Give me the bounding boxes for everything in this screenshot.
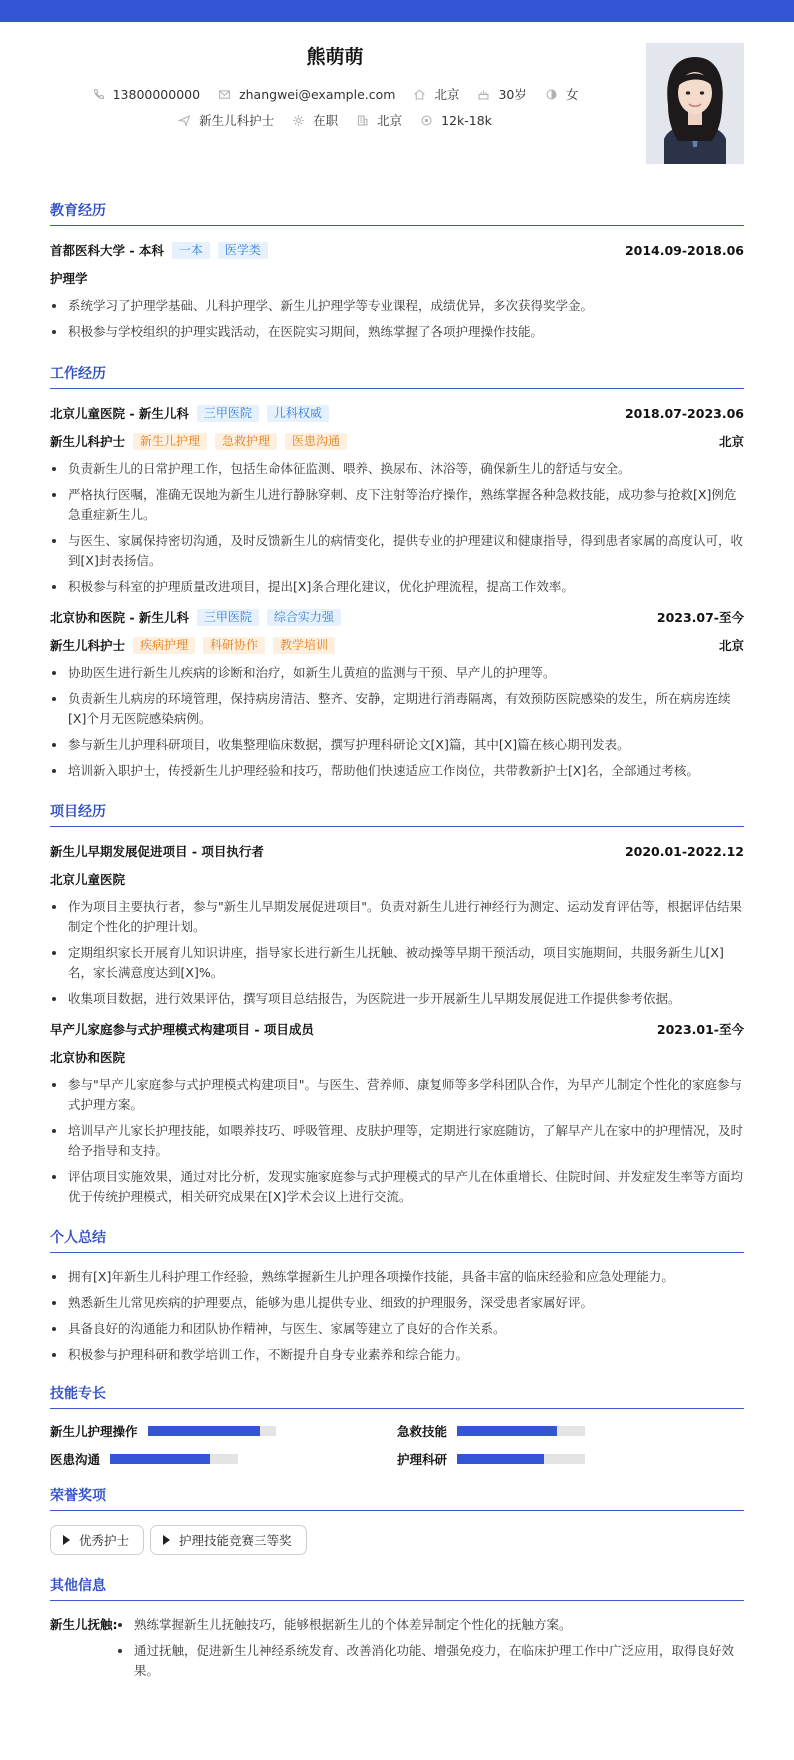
other-bullets xyxy=(116,1615,744,1687)
other-section xyxy=(50,1575,744,1687)
org-tag: 三甲医院 xyxy=(197,609,259,626)
contact-row xyxy=(50,85,620,103)
job-city: 北京 xyxy=(718,434,744,449)
skill-item xyxy=(397,1451,744,1467)
resume-header xyxy=(50,22,744,182)
skill-name: 新生儿护理操作 xyxy=(50,1424,138,1439)
list-item: 积极参与护理科研和教学培训工作，不断提升自身专业素养和综合能力。 xyxy=(50,1345,744,1365)
award-label: 优秀护士 xyxy=(79,1533,130,1548)
school-tag: 医学类 xyxy=(218,242,268,259)
skill-bar-fill xyxy=(148,1426,261,1436)
job-head xyxy=(50,403,744,423)
education-entry-head xyxy=(50,240,744,260)
job-title-text: 新生儿科护士 xyxy=(199,113,275,128)
list-item: 协助医生进行新生儿疾病的诊断和治疗，如新生儿黄疸的监测与干预、早产儿的护理等。 xyxy=(50,663,744,683)
email-text: zhangwei@example.com xyxy=(239,86,396,102)
target-city-item xyxy=(356,111,402,129)
skill-bar xyxy=(110,1454,238,1464)
list-item: 系统学习了护理学基础、儿科护理学、新生儿护理学等专业课程，成绩优异，多次获得奖学金。 xyxy=(50,296,744,316)
project-org: 北京协和医院 xyxy=(50,1050,126,1065)
skills-section xyxy=(50,1383,744,1467)
section-title: 教育经历 xyxy=(50,200,744,226)
award-label: 护理技能竞赛三等奖 xyxy=(179,1533,292,1548)
job-bullets xyxy=(50,663,744,781)
skill-bar-fill xyxy=(457,1426,557,1436)
skill-bar xyxy=(148,1426,276,1436)
phone-text: 13800000000 xyxy=(112,86,201,102)
list-item: 参与新生儿护理科研项目，收集整理临床数据，撰写护理科研论文[X]篇，其中[X]篇在核心期刊发表。 xyxy=(50,735,744,755)
org-line xyxy=(50,404,329,422)
job-date: 2023.07-至今 xyxy=(656,610,744,625)
role-left xyxy=(50,432,347,450)
age-text: 30岁 xyxy=(498,87,527,102)
skill-item xyxy=(50,1423,397,1439)
list-item: 负责新生儿病房的环境管理，保持病房清洁、整齐、安静，定期进行消毒隔离，有效预防医院感染的发生，所在病房连续[X]个月无医院感染病例。 xyxy=(50,689,744,729)
skill-bar xyxy=(457,1426,585,1436)
skill-item xyxy=(50,1451,397,1467)
job-entry xyxy=(50,403,744,597)
status-item xyxy=(292,111,338,129)
list-item: 具备良好的沟通能力和团队协作精神，与医生、家属等建立了良好的合作关系。 xyxy=(50,1319,744,1339)
role-tag: 科研协作 xyxy=(203,637,265,654)
award-chip xyxy=(150,1525,307,1555)
top-accent-bar xyxy=(0,0,794,22)
project-head xyxy=(50,1019,744,1039)
section-title: 项目经历 xyxy=(50,801,744,827)
list-item: 通过抚触，促进新生儿神经系统发育、改善消化功能、增强免疫力，在临床护理工作中广泛应用，取得良好效果。 xyxy=(116,1641,744,1681)
org-name: 北京儿童医院 - 新生儿科 xyxy=(50,406,189,421)
list-item: 评估项目实施效果，通过对比分析，发现实施家庭参与式护理模式的早产儿在体重增长、住院时间、并发症发生率等方面均优于传统护理模式，相关研究成果在[X]学术会议上进行交流。 xyxy=(50,1167,744,1207)
school-tag: 一本 xyxy=(172,242,210,259)
list-item: 定期组织家长开展育儿知识讲座，指导家长进行新生儿抚触、被动操等早期干预活动，项目实施期间，共服务新生儿[X]名，家长满意度达到[X]%。 xyxy=(50,943,744,983)
award-chip xyxy=(50,1525,144,1555)
education-date: 2014.09-2018.06 xyxy=(624,242,744,258)
list-item: 培训新入职护士，传授新生儿护理经验和技巧，帮助他们快速适应工作岗位，共带教新护士[X]名，全部通过考核。 xyxy=(50,761,744,781)
section-title: 个人总结 xyxy=(50,1227,744,1253)
list-item: 熟悉新生儿常见疾病的护理要点，能够为患儿提供专业、细致的护理服务，深受患者家属好评。 xyxy=(50,1293,744,1313)
status-text: 在职 xyxy=(313,113,339,128)
triangle-icon xyxy=(163,1535,170,1545)
salary-text: 12k-18k xyxy=(441,112,492,128)
home-icon xyxy=(413,88,426,101)
project-bullets xyxy=(50,897,744,1009)
project-org-line xyxy=(50,869,744,889)
location-text: 北京 xyxy=(434,87,460,102)
list-item: 负责新生儿的日常护理工作，包括生命体征监测、喂养、换尿布、沐浴等，确保新生儿的舒适与安全。 xyxy=(50,459,744,479)
age-item xyxy=(477,85,526,103)
major-line xyxy=(50,268,744,288)
school-line xyxy=(50,241,268,259)
list-item: 参与"早产儿家庭参与式护理模式构建项目"。与医生、营养师、康复师等多学科团队合作，为早产儿制定个性化的家庭参与式护理方案。 xyxy=(50,1075,744,1115)
skill-bar-fill xyxy=(110,1454,210,1464)
project-name: 早产儿家庭参与式护理模式构建项目 - 项目成员 xyxy=(50,1022,314,1037)
email-item xyxy=(218,87,395,102)
project-org: 北京儿童医院 xyxy=(50,872,126,887)
target-city-text: 北京 xyxy=(377,113,403,128)
salary-item xyxy=(420,113,492,128)
role-tag: 教学培训 xyxy=(273,637,335,654)
job-date: 2018.07-2023.06 xyxy=(624,405,744,421)
role-tag: 疾病护理 xyxy=(133,637,195,654)
summary-section xyxy=(50,1227,744,1365)
project-name: 新生儿早期发展促进项目 - 项目执行者 xyxy=(50,844,264,859)
building-icon xyxy=(356,114,369,127)
list-item: 严格执行医嘱，准确无误地为新生儿进行静脉穿刺、皮下注射等治疗操作，熟练掌握各种急救技能，成功参与抢救[X]例危急重症新生儿。 xyxy=(50,485,744,525)
job-city: 北京 xyxy=(718,638,744,653)
job-intent-row xyxy=(50,111,620,129)
section-title: 工作经历 xyxy=(50,363,744,389)
list-item: 作为项目主要执行者，参与"新生儿早期发展促进项目"。负责对新生儿进行神经行为测定、运动发育评估等，根据评估结果制定个性化的护理计划。 xyxy=(50,897,744,937)
skills-grid xyxy=(50,1423,744,1467)
org-line xyxy=(50,608,341,626)
skill-item xyxy=(397,1423,744,1439)
skill-bar-fill xyxy=(457,1454,544,1464)
role-name: 新生儿科护士 xyxy=(50,434,126,449)
role-tag: 医患沟通 xyxy=(285,433,347,450)
job-entry xyxy=(50,607,744,781)
role-name: 新生儿科护士 xyxy=(50,638,126,653)
awards-list xyxy=(50,1525,744,1555)
org-tag: 综合实力强 xyxy=(267,609,341,626)
list-item: 与医生、家属保持密切沟通，及时反馈新生儿的病情变化，提供专业的护理建议和健康指导，得到患者家属的高度认可，收到[X]封表扬信。 xyxy=(50,531,744,571)
role-tag: 新生儿护理 xyxy=(133,433,207,450)
list-item: 积极参与科室的护理质量改进项目，提出[X]条合理化建议，优化护理流程，提高工作效率。 xyxy=(50,577,744,597)
other-label: 新生儿抚触: xyxy=(50,1617,118,1632)
list-item: 积极参与学校组织的护理实践活动，在医院实习期间，熟练掌握了各项护理操作技能。 xyxy=(50,322,744,342)
skill-bar xyxy=(457,1454,585,1464)
gender-item xyxy=(545,85,579,103)
gear-icon xyxy=(292,114,305,127)
job-title-item xyxy=(178,111,274,129)
projects-section xyxy=(50,801,744,1207)
major-name: 护理学 xyxy=(50,271,88,286)
role-left xyxy=(50,636,335,654)
role-tag: 急救护理 xyxy=(215,433,277,450)
triangle-icon xyxy=(63,1535,70,1545)
work-section xyxy=(50,363,744,781)
skill-name: 护理科研 xyxy=(397,1452,448,1467)
job-bullets xyxy=(50,459,744,597)
job-head xyxy=(50,607,744,627)
org-name: 北京协和医院 - 新生儿科 xyxy=(50,610,189,625)
section-title: 其他信息 xyxy=(50,1575,744,1601)
cake-icon xyxy=(477,88,490,101)
project-entry xyxy=(50,841,744,1009)
list-item: 熟练掌握新生儿抚触技巧，能够根据新生儿的个体差异制定个性化的抚触方案。 xyxy=(116,1615,744,1635)
phone-item xyxy=(92,87,200,102)
list-item: 收集项目数据，进行效果评估，撰写项目总结报告，为医院进一步开展新生儿早期发展促进工作提供参考依据。 xyxy=(50,989,744,1009)
project-date: 2023.01-至今 xyxy=(656,1022,744,1037)
skill-name: 急救技能 xyxy=(397,1424,448,1439)
org-tag: 儿科权威 xyxy=(267,405,329,422)
role-line xyxy=(50,431,744,451)
coin-icon xyxy=(420,114,433,127)
profile-photo xyxy=(646,43,744,164)
location-item xyxy=(413,85,459,103)
education-bullets xyxy=(50,296,744,342)
gender-icon xyxy=(545,88,558,101)
project-org-line xyxy=(50,1047,744,1067)
project-bullets xyxy=(50,1075,744,1207)
org-tag: 三甲医院 xyxy=(197,405,259,422)
education-section xyxy=(50,200,744,342)
school-name: 首都医科大学 - 本科 xyxy=(50,243,164,258)
gender-text: 女 xyxy=(565,87,579,102)
list-item: 拥有[X]年新生儿科护理工作经验，熟练掌握新生儿护理各项操作技能，具备丰富的临床经验和应急处理能力。 xyxy=(50,1267,744,1287)
section-title: 技能专长 xyxy=(50,1383,744,1409)
role-line xyxy=(50,635,744,655)
phone-icon xyxy=(92,88,105,101)
mail-icon xyxy=(218,88,231,101)
candidate-name: 熊萌萌 xyxy=(306,46,364,68)
list-item: 培训早产儿家长护理技能，如喂养技巧、呼吸管理、皮肤护理等，定期进行家庭随访，了解早产儿在家中的护理情况，及时给予指导和支持。 xyxy=(50,1121,744,1161)
project-head xyxy=(50,841,744,861)
project-date: 2020.01-2022.12 xyxy=(624,843,744,859)
skill-name: 医患沟通 xyxy=(50,1452,101,1467)
send-icon xyxy=(178,114,191,127)
awards-section xyxy=(50,1485,744,1555)
section-title: 荣誉奖项 xyxy=(50,1485,744,1511)
project-entry xyxy=(50,1019,744,1207)
summary-bullets xyxy=(50,1267,744,1365)
other-row xyxy=(50,1615,744,1687)
